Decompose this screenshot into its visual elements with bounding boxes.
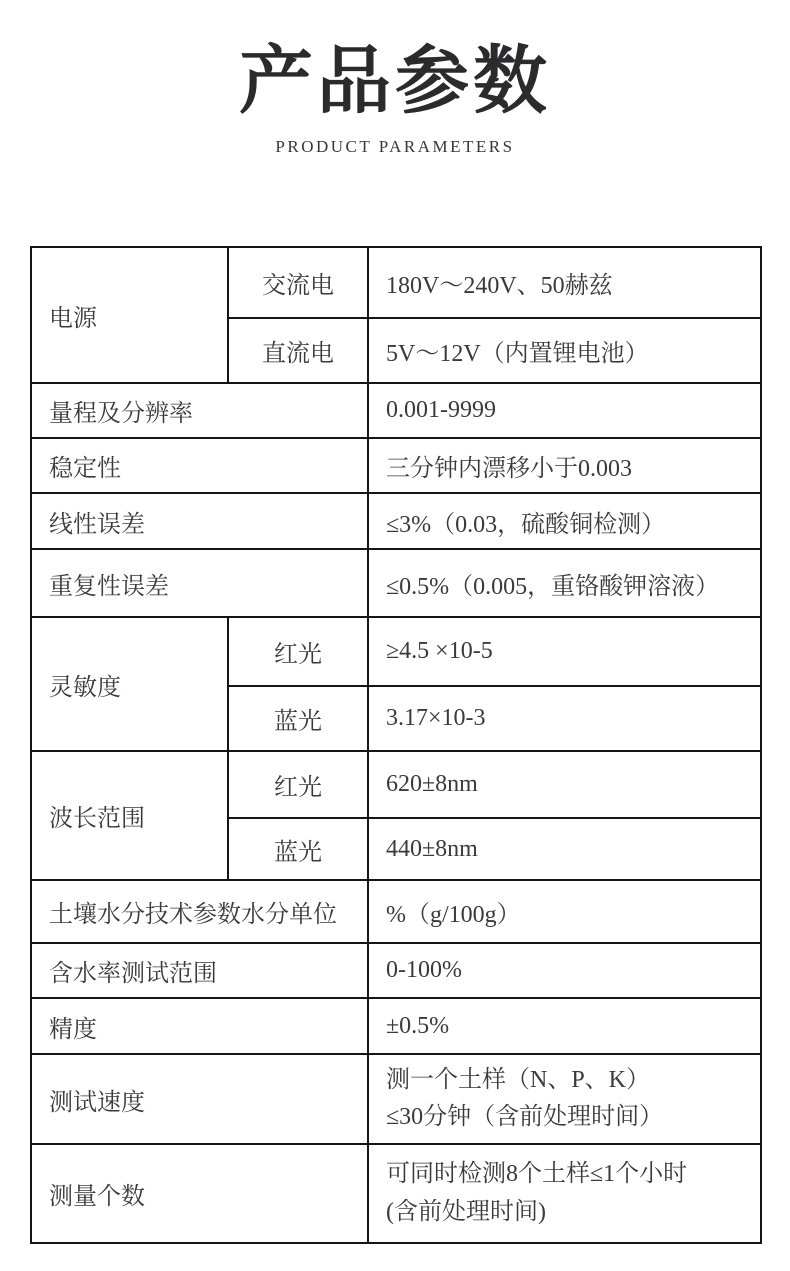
param-value-soil-moisture-unit: %（g/100g） <box>368 880 761 943</box>
table-row-sensitivity-red <box>31 617 761 686</box>
param-value-sensitivity-red: ≥4.5 ×10-5 <box>368 617 761 686</box>
table-row-range-resolution <box>31 383 761 438</box>
param-value-wavelength-blue: 440±8nm <box>368 818 761 880</box>
param-value-test-speed-line2: ≤30分钟（含前处理时间） <box>386 1104 664 1130</box>
param-value-measure-count-line1: 可同时检测8个土样≤1个小时 <box>386 1161 688 1188</box>
param-value-measure-count <box>368 1144 761 1243</box>
param-sublabel-sensitivity-red: 红光 <box>228 617 368 686</box>
param-label-moisture-test-range: 含水率测试范围 <box>31 943 368 998</box>
param-value-accuracy: ±0.5% <box>368 998 761 1054</box>
table-row-moisture-test-range <box>31 943 761 998</box>
param-value-moisture-test-range: 0-100% <box>368 943 761 998</box>
param-label-range-resolution: 量程及分辨率 <box>31 383 368 438</box>
param-label-test-speed: 测试速度 <box>31 1054 368 1144</box>
param-label-sensitivity: 灵敏度 <box>31 617 228 751</box>
product-parameters-table <box>30 246 762 1244</box>
table-row-power-ac <box>31 247 761 318</box>
param-label-accuracy: 精度 <box>31 998 368 1054</box>
param-label-wavelength: 波长范围 <box>31 751 228 880</box>
param-value-sensitivity-blue: 3.17×10-3 <box>368 686 761 751</box>
param-label-stability: 稳定性 <box>31 438 368 493</box>
table-row-linearity-error <box>31 493 761 549</box>
param-label-soil-moisture-unit: 土壤水分技术参数水分单位 <box>31 880 368 943</box>
param-label-power: 电源 <box>31 247 228 383</box>
param-sublabel-sensitivity-blue: 蓝光 <box>228 686 368 751</box>
param-value-wavelength-red: 620±8nm <box>368 751 761 818</box>
param-value-test-speed-line1: 测一个土样（N、P、K） <box>386 1066 651 1093</box>
table-row-accuracy <box>31 998 761 1054</box>
param-value-stability: 三分钟内漂移小于0.003 <box>368 438 761 493</box>
param-value-ac: 180V～240V、50赫兹 <box>368 247 761 318</box>
page-header <box>0 36 790 157</box>
param-value-measure-count-line2: (含前处理时间) <box>386 1198 546 1225</box>
table-row-wavelength-red <box>31 751 761 818</box>
param-sublabel-ac: 交流电 <box>228 247 368 318</box>
param-sublabel-wavelength-red: 红光 <box>228 751 368 818</box>
table-row-stability <box>31 438 761 493</box>
table-row-soil-moisture-unit <box>31 880 761 943</box>
table-row-measure-count <box>31 1144 761 1243</box>
param-value-dc: 5V～12V（内置锂电池） <box>368 318 761 383</box>
param-label-linearity-error: 线性误差 <box>31 493 368 549</box>
param-label-repeatability-error: 重复性误差 <box>31 549 368 617</box>
table-row-test-speed <box>31 1054 761 1144</box>
param-value-linearity-error: ≤3%（0.03，硫酸铜检测） <box>368 493 761 549</box>
param-value-test-speed <box>368 1054 761 1144</box>
param-sublabel-wavelength-blue: 蓝光 <box>228 818 368 880</box>
page-title: 产品参数 <box>239 41 551 123</box>
page-subtitle: PRODUCT PARAMETERS <box>275 136 515 156</box>
param-label-measure-count: 测量个数 <box>31 1144 368 1243</box>
param-value-repeatability-error: ≤0.5%（0.005，重铬酸钾溶液） <box>368 549 761 617</box>
param-sublabel-dc: 直流电 <box>228 318 368 383</box>
table-row-repeatability-error <box>31 549 761 617</box>
param-value-range-resolution: 0.001-9999 <box>368 383 761 438</box>
